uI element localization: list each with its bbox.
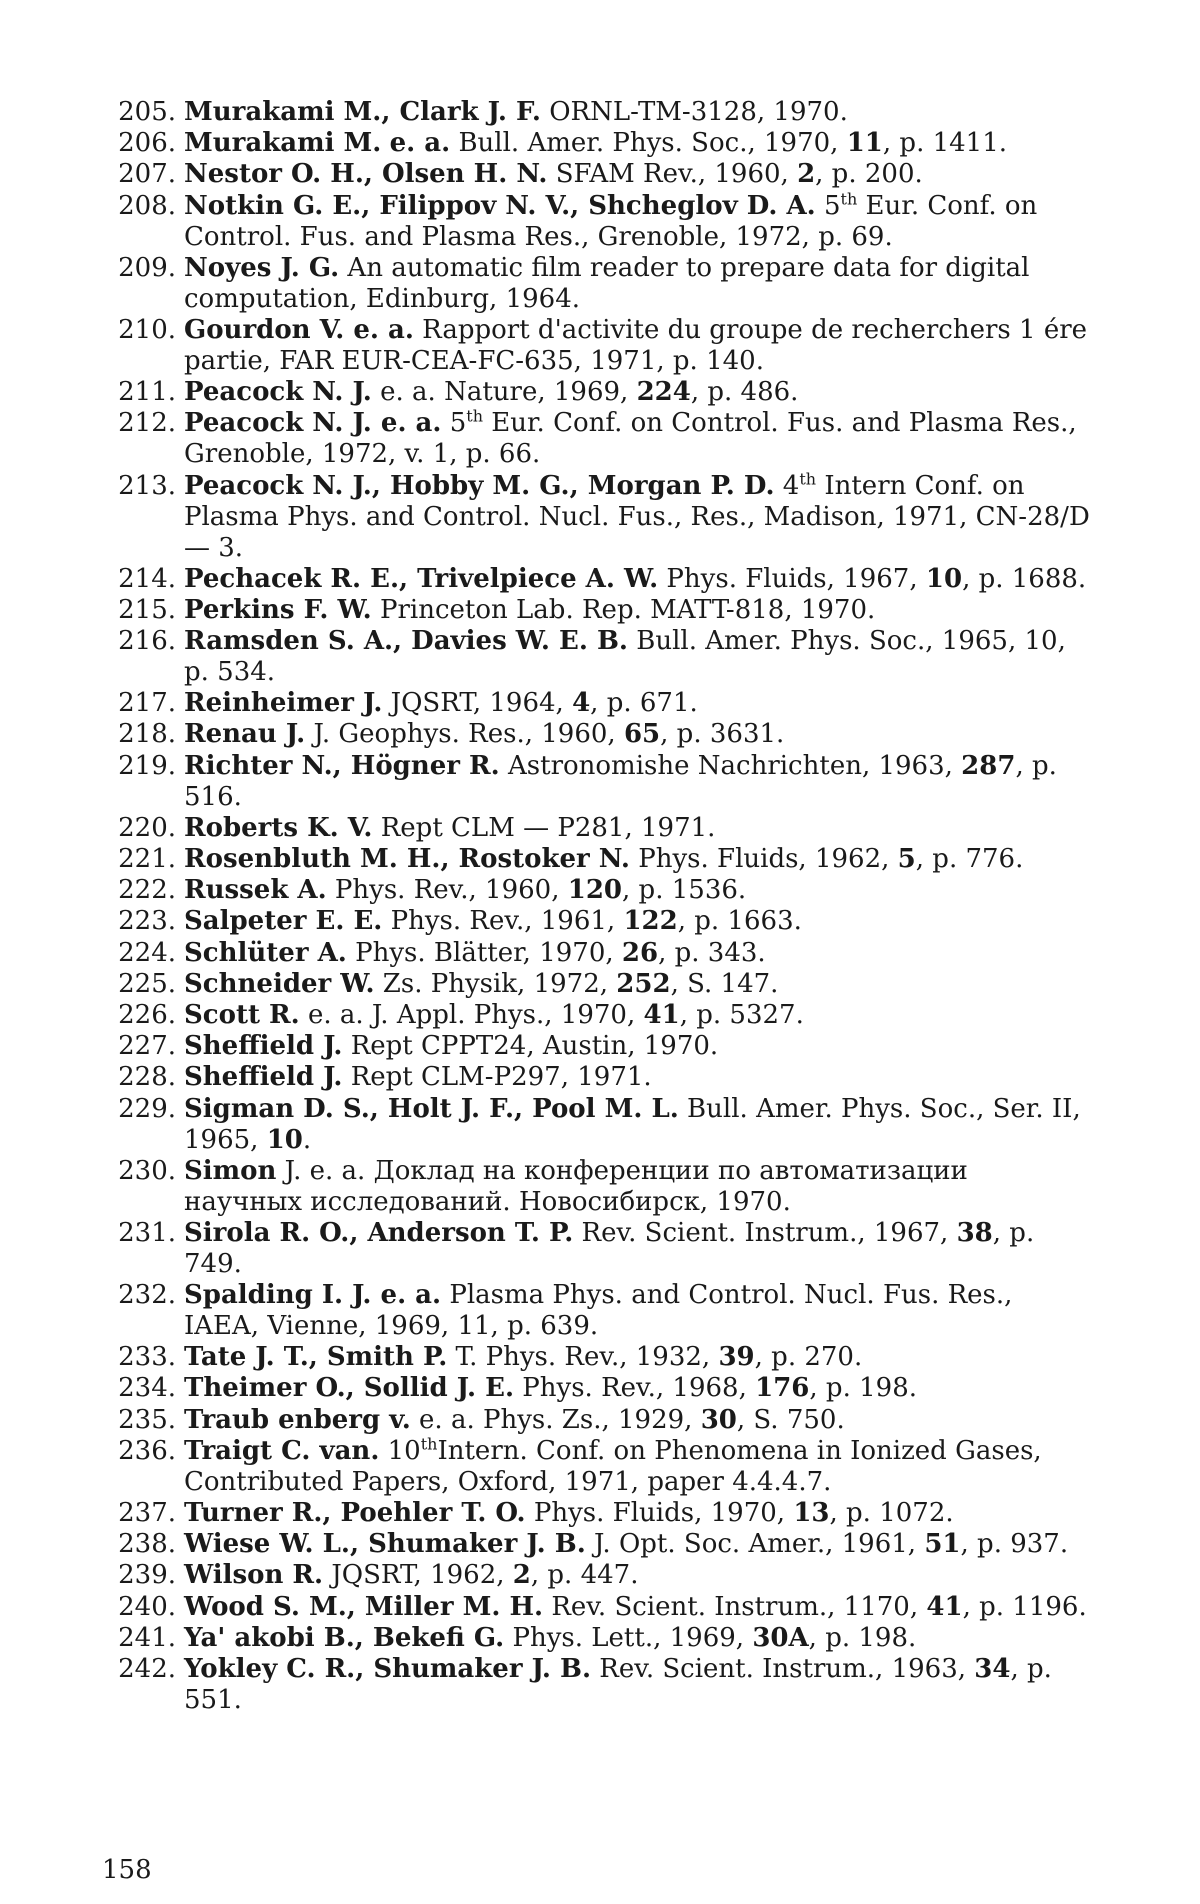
reference-number: 221. — [118, 844, 176, 874]
bold-text: 11 — [846, 128, 883, 159]
citation-text: e. a. J. Appl. Phys., 1970, — [299, 999, 644, 1030]
bold-text: Theimer O., Sollid J. E. — [184, 1373, 514, 1404]
citation-text: , p. 1196. — [962, 1591, 1087, 1622]
reference-text — [184, 1560, 638, 1590]
reference-entry — [100, 906, 1090, 937]
reference-text — [184, 938, 766, 968]
reference-entry — [100, 1436, 1090, 1498]
reference-entry — [100, 1560, 1090, 1591]
bold-text: 26 — [621, 937, 659, 968]
reference-entry — [100, 1094, 1090, 1156]
reference-number: 205. — [118, 97, 176, 127]
citation-text: Intern. Conf. on Phenomena in Ionized Gases, Contributed Papers, Oxford, 1971, paper 4.4.4.7. — [184, 1435, 1042, 1497]
reference-number: 223. — [118, 906, 176, 937]
bold-text: Perkins F. W. — [184, 594, 372, 625]
reference-number: 231. — [118, 1217, 176, 1248]
superscript: th — [420, 1434, 438, 1454]
reference-number: 240. — [118, 1591, 176, 1622]
bold-text: 5 — [897, 844, 916, 874]
citation-text: , S. 750. — [736, 1404, 845, 1435]
bold-text: Murakami M., Clark J. F. — [184, 97, 541, 127]
reference-text — [184, 875, 746, 905]
citation-text: T. Phys. Rev., 1932, — [447, 1342, 719, 1373]
reference-entry — [100, 1592, 1090, 1623]
citation-text: , p. 1688. — [962, 563, 1087, 594]
reference-text — [184, 969, 778, 999]
reference-number: 227. — [118, 1031, 176, 1062]
bold-text: Turner R., Poehler T. O. — [184, 1498, 526, 1528]
bold-text: Renau J. — [184, 719, 306, 750]
reference-number: 213. — [118, 470, 176, 501]
reference-number: 217. — [118, 688, 176, 719]
reference-number: 219. — [118, 750, 176, 781]
bold-text: 41 — [926, 1591, 963, 1622]
reference-number: 232. — [118, 1280, 176, 1311]
citation-text: Plasma Phys. and Control. Nucl. Fus. Res., IAEA, Vienne, 1969, 11, p. 639. — [184, 1280, 1013, 1342]
citation-text: , p. 776. — [915, 844, 1024, 874]
reference-text — [184, 1592, 1087, 1622]
reference-number: 207. — [118, 159, 176, 190]
citation-text: 4 — [774, 470, 800, 501]
reference-text — [184, 844, 1023, 874]
reference-text — [184, 377, 798, 407]
reference-number: 237. — [118, 1498, 176, 1528]
reference-number: 238. — [118, 1529, 176, 1560]
bold-text: 39 — [718, 1342, 755, 1373]
bold-text: Traub enberg v. — [184, 1404, 411, 1435]
citation-text: , p. 447. — [530, 1560, 639, 1591]
page-number: 158 — [102, 1855, 152, 1885]
reference-number: 242. — [118, 1653, 176, 1684]
bold-text: 252 — [616, 968, 671, 999]
citation-text: Eur. Conf. on Control. Fus. and Plasma Res., Grenoble, 1972, p. 69. — [184, 190, 1038, 252]
citation-text: 10 — [379, 1435, 421, 1466]
reference-entry — [100, 315, 1090, 377]
citation-text: Phys. Lett., 1969, — [504, 1622, 753, 1653]
bold-text: 51 — [924, 1529, 961, 1560]
citation-text: , p. 749. — [184, 1217, 1035, 1279]
reference-number: 208. — [118, 190, 176, 221]
reference-number: 211. — [118, 377, 176, 408]
reference-number: 226. — [118, 999, 176, 1030]
bold-text: Peacock N. J., Hobby M. G., Morgan P. D. — [184, 470, 775, 501]
citation-text: , p. 486. — [690, 377, 799, 408]
bold-text: Simon — [184, 1155, 277, 1186]
reference-text — [184, 253, 1030, 314]
reference-entry — [100, 1654, 1090, 1716]
citation-text: , p. 551. — [184, 1653, 1052, 1715]
reference-entry — [100, 97, 1090, 128]
bold-text: Murakami M. — [184, 128, 382, 159]
citation-text: Princeton Lab. Rep. MATT-818, 1970. — [371, 594, 876, 625]
bold-text: e. a. — [389, 128, 451, 159]
reference-text — [184, 1062, 652, 1092]
bold-text: Noyes J. G. — [184, 252, 340, 283]
bold-text: Salpeter E. E. — [184, 906, 383, 937]
reference-entry — [100, 1062, 1090, 1093]
bold-text: Yokley C. R., Shumaker J. B. — [184, 1653, 591, 1684]
bold-text: 10 — [925, 563, 963, 594]
citation-text: Rept CLM — P281, 1971. — [372, 812, 716, 843]
reference-text — [184, 1031, 718, 1061]
reference-number: 206. — [118, 128, 176, 159]
bold-text: 176 — [755, 1373, 810, 1404]
bold-text: Roberts K. V. — [184, 812, 373, 843]
citation-text: e. a. Phys. Zs., 1929, — [410, 1404, 701, 1435]
reference-number: 241. — [118, 1622, 176, 1653]
bold-text: 38 — [956, 1217, 993, 1248]
reference-entry — [100, 1342, 1090, 1373]
superscript: th — [466, 406, 483, 426]
citation-text: , p. 937. — [960, 1529, 1069, 1560]
reference-entry — [100, 844, 1090, 875]
reference-entry — [100, 377, 1090, 408]
bold-text: Scott R. — [184, 999, 300, 1030]
citation-text: , p. 198. — [809, 1373, 917, 1404]
citation-text: Bull. Amer. Phys. Soc., Ser. II, 1965, — [184, 1093, 1081, 1155]
reference-entry — [100, 1000, 1090, 1031]
citation-text: Phys. Blätter, 1970, — [346, 937, 622, 968]
bold-text: Peacock N. J. e. a. — [184, 408, 442, 439]
citation-text: Astronomishe Nachrichten, 1963, — [499, 750, 962, 781]
citation-text: Zs. Physik, 1972, — [374, 968, 617, 999]
bold-text: Schlüter A. — [184, 937, 347, 968]
reference-entry — [100, 751, 1090, 813]
bold-text: 30 — [700, 1404, 737, 1435]
reference-number: 209. — [118, 252, 176, 283]
reference-number: 225. — [118, 968, 176, 999]
citation-text: , p. 3631. — [660, 719, 785, 750]
citation-text: Rept CLM-P297, 1971. — [342, 1062, 652, 1093]
reference-number: 215. — [118, 594, 176, 625]
reference-number: 228. — [118, 1062, 176, 1093]
bold-text: Spalding I. J. e. a. — [184, 1280, 442, 1311]
bold-text: 4 — [572, 688, 591, 719]
reference-entry — [100, 1280, 1090, 1342]
bold-text: Pechacek R. E., Trivelpiece A. W. — [184, 563, 659, 594]
citation-text: Eur. Conf. on Control. Fus. and Plasma Res., Grenoble, 1972, v. 1, p. 66. — [184, 408, 1077, 470]
reference-text — [184, 719, 784, 749]
bold-text: Sheffield J. — [184, 1062, 343, 1093]
reference-text — [184, 408, 1077, 469]
citation-text: , p. 1663. — [677, 906, 802, 937]
reference-number: 216. — [118, 626, 176, 657]
bold-text: Rosenbluth M. H., Rostoker N. — [184, 844, 630, 874]
reference-number: 210. — [118, 314, 176, 345]
reference-text — [184, 626, 1066, 687]
reference-text — [184, 813, 715, 843]
citation-text: 5 — [815, 190, 841, 221]
reference-entry — [100, 875, 1090, 906]
reference-text — [184, 1405, 845, 1435]
bold-text: 122 — [623, 906, 678, 937]
citation-text — [381, 128, 389, 158]
citation-text: , p. 516. — [184, 750, 1057, 812]
bold-text: Sirola R. O., Anderson T. P. — [184, 1217, 574, 1248]
bold-text: 2 — [512, 1560, 531, 1591]
reference-number: 229. — [118, 1093, 176, 1124]
reference-entry — [100, 188, 1090, 253]
reference-text — [184, 1436, 1042, 1497]
reference-entry — [100, 408, 1090, 470]
reference-entry — [100, 595, 1090, 626]
citation-text: J. Opt. Soc. Amer., 1961, — [585, 1529, 925, 1560]
reference-text — [184, 468, 1090, 563]
reference-number: 235. — [118, 1404, 176, 1435]
bold-text: 65 — [623, 719, 661, 750]
reference-text — [184, 315, 1087, 376]
reference-number: 233. — [118, 1342, 176, 1373]
reference-number: 224. — [118, 937, 176, 968]
reference-text — [184, 97, 848, 127]
bold-text: 30A — [752, 1622, 809, 1653]
bold-text: 34 — [974, 1653, 1011, 1684]
citation-text: Phys. Rev., 1960, — [326, 875, 568, 906]
reference-text — [184, 1623, 916, 1653]
reference-text — [184, 1342, 862, 1372]
citation-text: Rev. Scient. Instrum., 1963, — [591, 1653, 975, 1684]
reference-text — [184, 1218, 1034, 1279]
reference-text — [184, 1373, 917, 1403]
citation-text: 5 — [441, 408, 467, 439]
citation-text: Phys. Rev., 1968, — [514, 1373, 756, 1404]
reference-entry — [100, 253, 1090, 315]
citation-text: , p. 198. — [808, 1622, 917, 1653]
superscript: th — [799, 468, 817, 488]
bold-text: Ya' akobi B., Bekefi G. — [184, 1622, 505, 1653]
reference-entry — [100, 719, 1090, 750]
bold-text: Schneider W. — [184, 968, 375, 999]
reference-text — [184, 1498, 954, 1528]
reference-text — [184, 128, 1007, 158]
reference-text — [184, 1654, 1052, 1715]
citation-text: Phys. Fluids, 1962, — [629, 844, 898, 874]
reference-text — [184, 1529, 1068, 1559]
reference-number: 220. — [118, 812, 176, 843]
reference-list — [100, 97, 1090, 1716]
reference-entry — [100, 688, 1090, 719]
bold-text: Wood S. M., Miller M. H. — [184, 1591, 544, 1622]
citation-text: , p. 671. — [590, 688, 698, 719]
citation-text: JQSRT, 1964, — [382, 688, 573, 719]
reference-text — [184, 1156, 968, 1217]
bold-text: Gourdon V. e. a. — [184, 314, 414, 345]
citation-text: , S. 147. — [670, 968, 779, 999]
reference-entry — [100, 1031, 1090, 1062]
reference-entry — [100, 1373, 1090, 1404]
bold-text: Sigman D. S., Holt J. F., Pool M. L. — [184, 1093, 679, 1124]
bold-text: Wiese W. L., Shumaker J. B. — [184, 1529, 586, 1560]
citation-text: Phys. Fluids, 1970, — [525, 1498, 794, 1528]
reference-text — [184, 159, 923, 189]
reference-number: 214. — [118, 563, 176, 594]
bold-text: 41 — [643, 999, 680, 1030]
superscript: th — [840, 188, 858, 208]
bold-text: 2 — [797, 159, 816, 190]
citation-text: Bull. Amer. Phys. Soc., 1965, 10, p. 534. — [184, 626, 1066, 688]
reference-entry — [100, 128, 1090, 159]
citation-text: , p. 343. — [658, 937, 766, 968]
bold-text: 224 — [636, 377, 691, 408]
citation-text: , p. 1411. — [882, 128, 1008, 159]
reference-text — [184, 1094, 1081, 1155]
reference-entry — [100, 1529, 1090, 1560]
citation-text: J. Geophys. Res., 1960, — [305, 719, 624, 750]
citation-text: JQSRT, 1962, — [323, 1560, 513, 1591]
reference-number: 218. — [118, 719, 176, 750]
reference-text — [184, 1000, 804, 1030]
citation-text: An automatic film reader to prepare data for digital computation, Edinburg, 1964. — [184, 252, 1030, 314]
bold-text: Russek A. — [184, 875, 327, 906]
reference-text — [184, 688, 698, 718]
bold-text: 13 — [793, 1498, 830, 1528]
reference-text — [184, 1280, 1012, 1341]
citation-text: , p. 200. — [815, 159, 923, 190]
citation-text: J. e. a. Доклад на конференции по автоматизации научных исследований. Новосибирск, 1970. — [184, 1155, 968, 1217]
reference-number: 212. — [118, 408, 176, 439]
citation-text: , p. 1072. — [829, 1498, 954, 1528]
reference-entry — [100, 626, 1090, 688]
reference-entry — [100, 938, 1090, 969]
bold-text: Nestor O. H., Olsen H. N. — [184, 159, 548, 190]
citation-text: e. a. Nature, 1969, — [371, 377, 637, 408]
reference-number: 234. — [118, 1373, 176, 1404]
bold-text: Reinheimer J. — [184, 688, 383, 719]
reference-entry — [100, 1156, 1090, 1218]
bold-text: Richter N., Högner R. — [184, 750, 500, 781]
reference-number: 239. — [118, 1560, 176, 1591]
citation-text: Rapport d'activite du groupe de recherchers 1 ére partie, FAR EUR-CEA-FC-635, 1971, p. 140. — [184, 314, 1088, 376]
bold-text: Peacock N. J. — [184, 377, 372, 408]
reference-text — [184, 751, 1057, 812]
bold-text: Wilson R. — [184, 1560, 324, 1591]
reference-entry — [100, 813, 1090, 844]
citation-text: , p. 1536. — [622, 875, 747, 906]
bold-text: 287 — [961, 750, 1016, 781]
reference-entry — [100, 1623, 1090, 1654]
citation-text: Phys. Fluids, 1967, — [658, 563, 926, 594]
reference-text — [184, 188, 1038, 252]
citation-text: Rev. Scient. Instrum., 1170, — [543, 1591, 927, 1622]
bold-text: 10 — [266, 1124, 303, 1155]
citation-text: Rept CPPT24, Austin, 1970. — [342, 1031, 719, 1062]
bold-text: 120 — [567, 875, 623, 906]
reference-number: 230. — [118, 1155, 176, 1186]
reference-entry — [100, 1218, 1090, 1280]
reference-number: 236. — [118, 1435, 176, 1466]
bold-text: Notkin G. E., Filippov N. V., Shcheglov D. A. — [184, 190, 816, 221]
reference-text — [184, 564, 1086, 594]
bold-text: Ramsden S. A., Davies W. E. B. — [184, 626, 628, 657]
reference-entry — [100, 969, 1090, 1000]
reference-entry — [100, 564, 1090, 595]
citation-text: Rev. Scient. Instrum., 1967, — [573, 1217, 957, 1248]
citation-text: Intern Conf. on Plasma Phys. and Control. Nucl. Fus., Res., Madison, 1971, CN-28/D — 3. — [184, 470, 1090, 563]
reference-entry — [100, 159, 1090, 190]
citation-text: . — [302, 1124, 312, 1155]
bold-text: Tate J. T., Smith P. — [184, 1342, 448, 1373]
citation-text: ORNL-TM-3128, 1970. — [540, 97, 848, 127]
reference-number: 222. — [118, 875, 176, 906]
citation-text: Bull. Amer. Phys. Soc., 1970, — [450, 128, 847, 159]
citation-text: , p. 270. — [754, 1342, 863, 1373]
citation-text: SFAM Rev., 1960, — [547, 159, 798, 190]
reference-entry — [100, 468, 1090, 564]
reference-text — [184, 906, 802, 936]
citation-text: , p. 5327. — [679, 999, 804, 1030]
bold-text: Sheffield J. — [184, 1031, 343, 1062]
citation-text: Phys. Rev., 1961, — [382, 906, 624, 937]
bold-text: Traigt C. van. — [184, 1435, 380, 1466]
reference-entry — [100, 1405, 1090, 1436]
reference-entry — [100, 1498, 1090, 1529]
reference-text — [184, 595, 875, 625]
